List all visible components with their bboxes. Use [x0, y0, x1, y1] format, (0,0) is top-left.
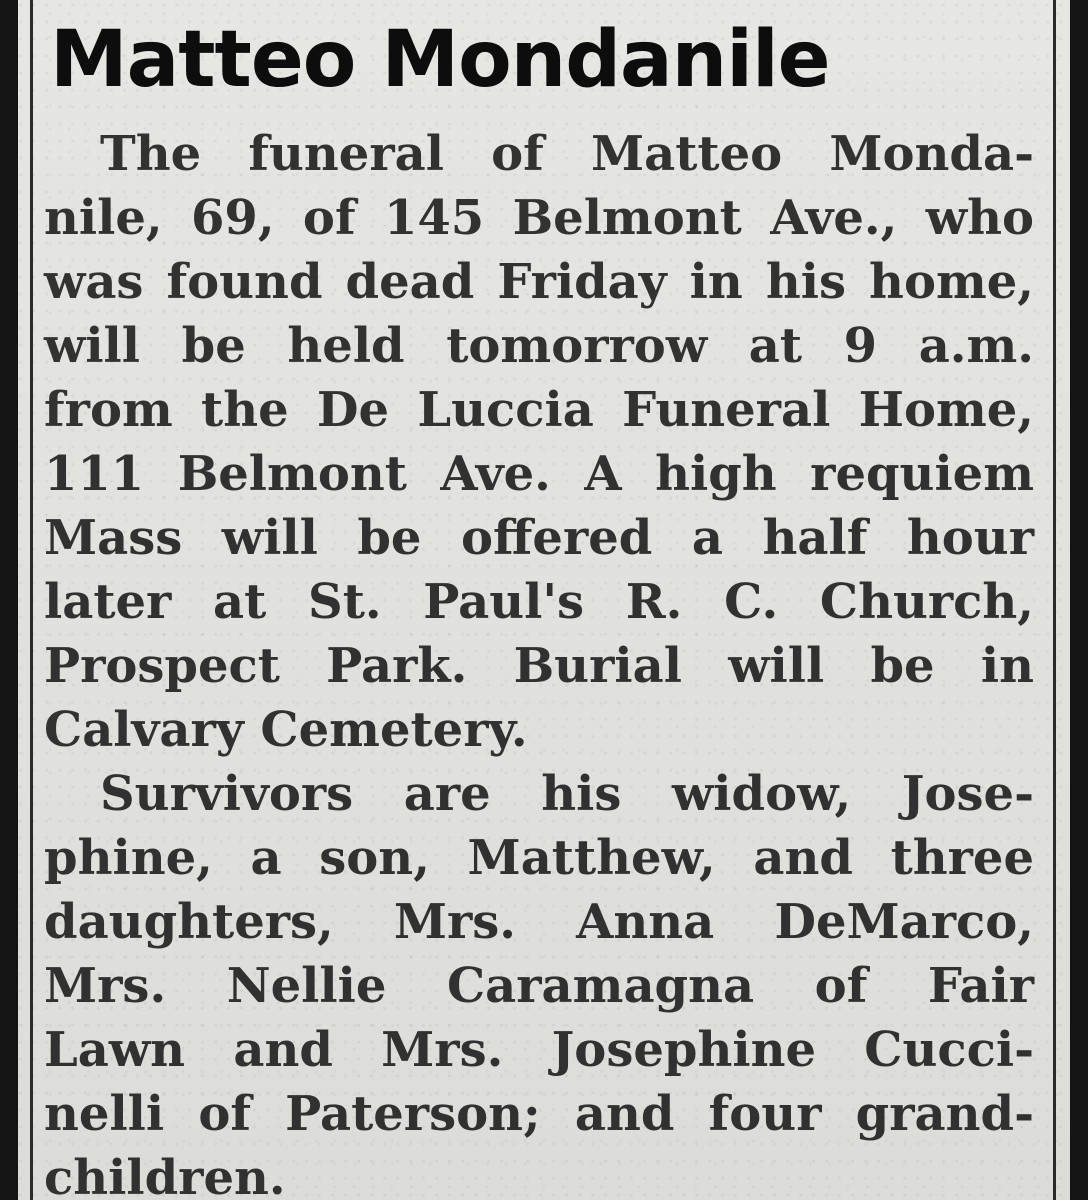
newspaper-clipping [18, 0, 1070, 1200]
text-line: Mrs. Nellie Caramagna of Fair [44, 958, 1034, 1014]
text-line: Mass will be offered a half hour [44, 510, 1034, 566]
text-line: was found dead Friday in his home, [44, 254, 1034, 310]
text-line: Lawn and Mrs. Josephine Cucci- [44, 1022, 1034, 1078]
obituary-headline: Matteo Mondanile [50, 15, 830, 105]
text-line: Calvary Cemetery. [44, 702, 528, 758]
text-line: later at St. Paul's R. C. Church, [44, 574, 1034, 630]
column-rule-right [1053, 0, 1056, 1200]
text-line: 111 Belmont Ave. A high requiem [44, 446, 1034, 502]
text-line: nelli of Paterson; and four grand- [44, 1086, 1034, 1142]
obituary-body [44, 122, 1034, 1200]
column-rule-left [30, 0, 33, 1200]
text-line: Survivors are his widow, Jose- [100, 766, 1034, 822]
text-line: phine, a son, Matthew, and three [44, 830, 1034, 886]
text-line: The funeral of Matteo Monda- [100, 126, 1034, 182]
text-line: from the De Luccia Funeral Home, [44, 382, 1034, 438]
text-line: daughters, Mrs. Anna DeMarco, [44, 894, 1034, 950]
text-line: nile, 69, of 145 Belmont Ave., who [44, 190, 1034, 246]
text-line: will be held tomorrow at 9 a.m. [44, 318, 1034, 374]
text-line: Prospect Park. Burial will be in [44, 638, 1034, 694]
text-line: children. [44, 1150, 286, 1200]
